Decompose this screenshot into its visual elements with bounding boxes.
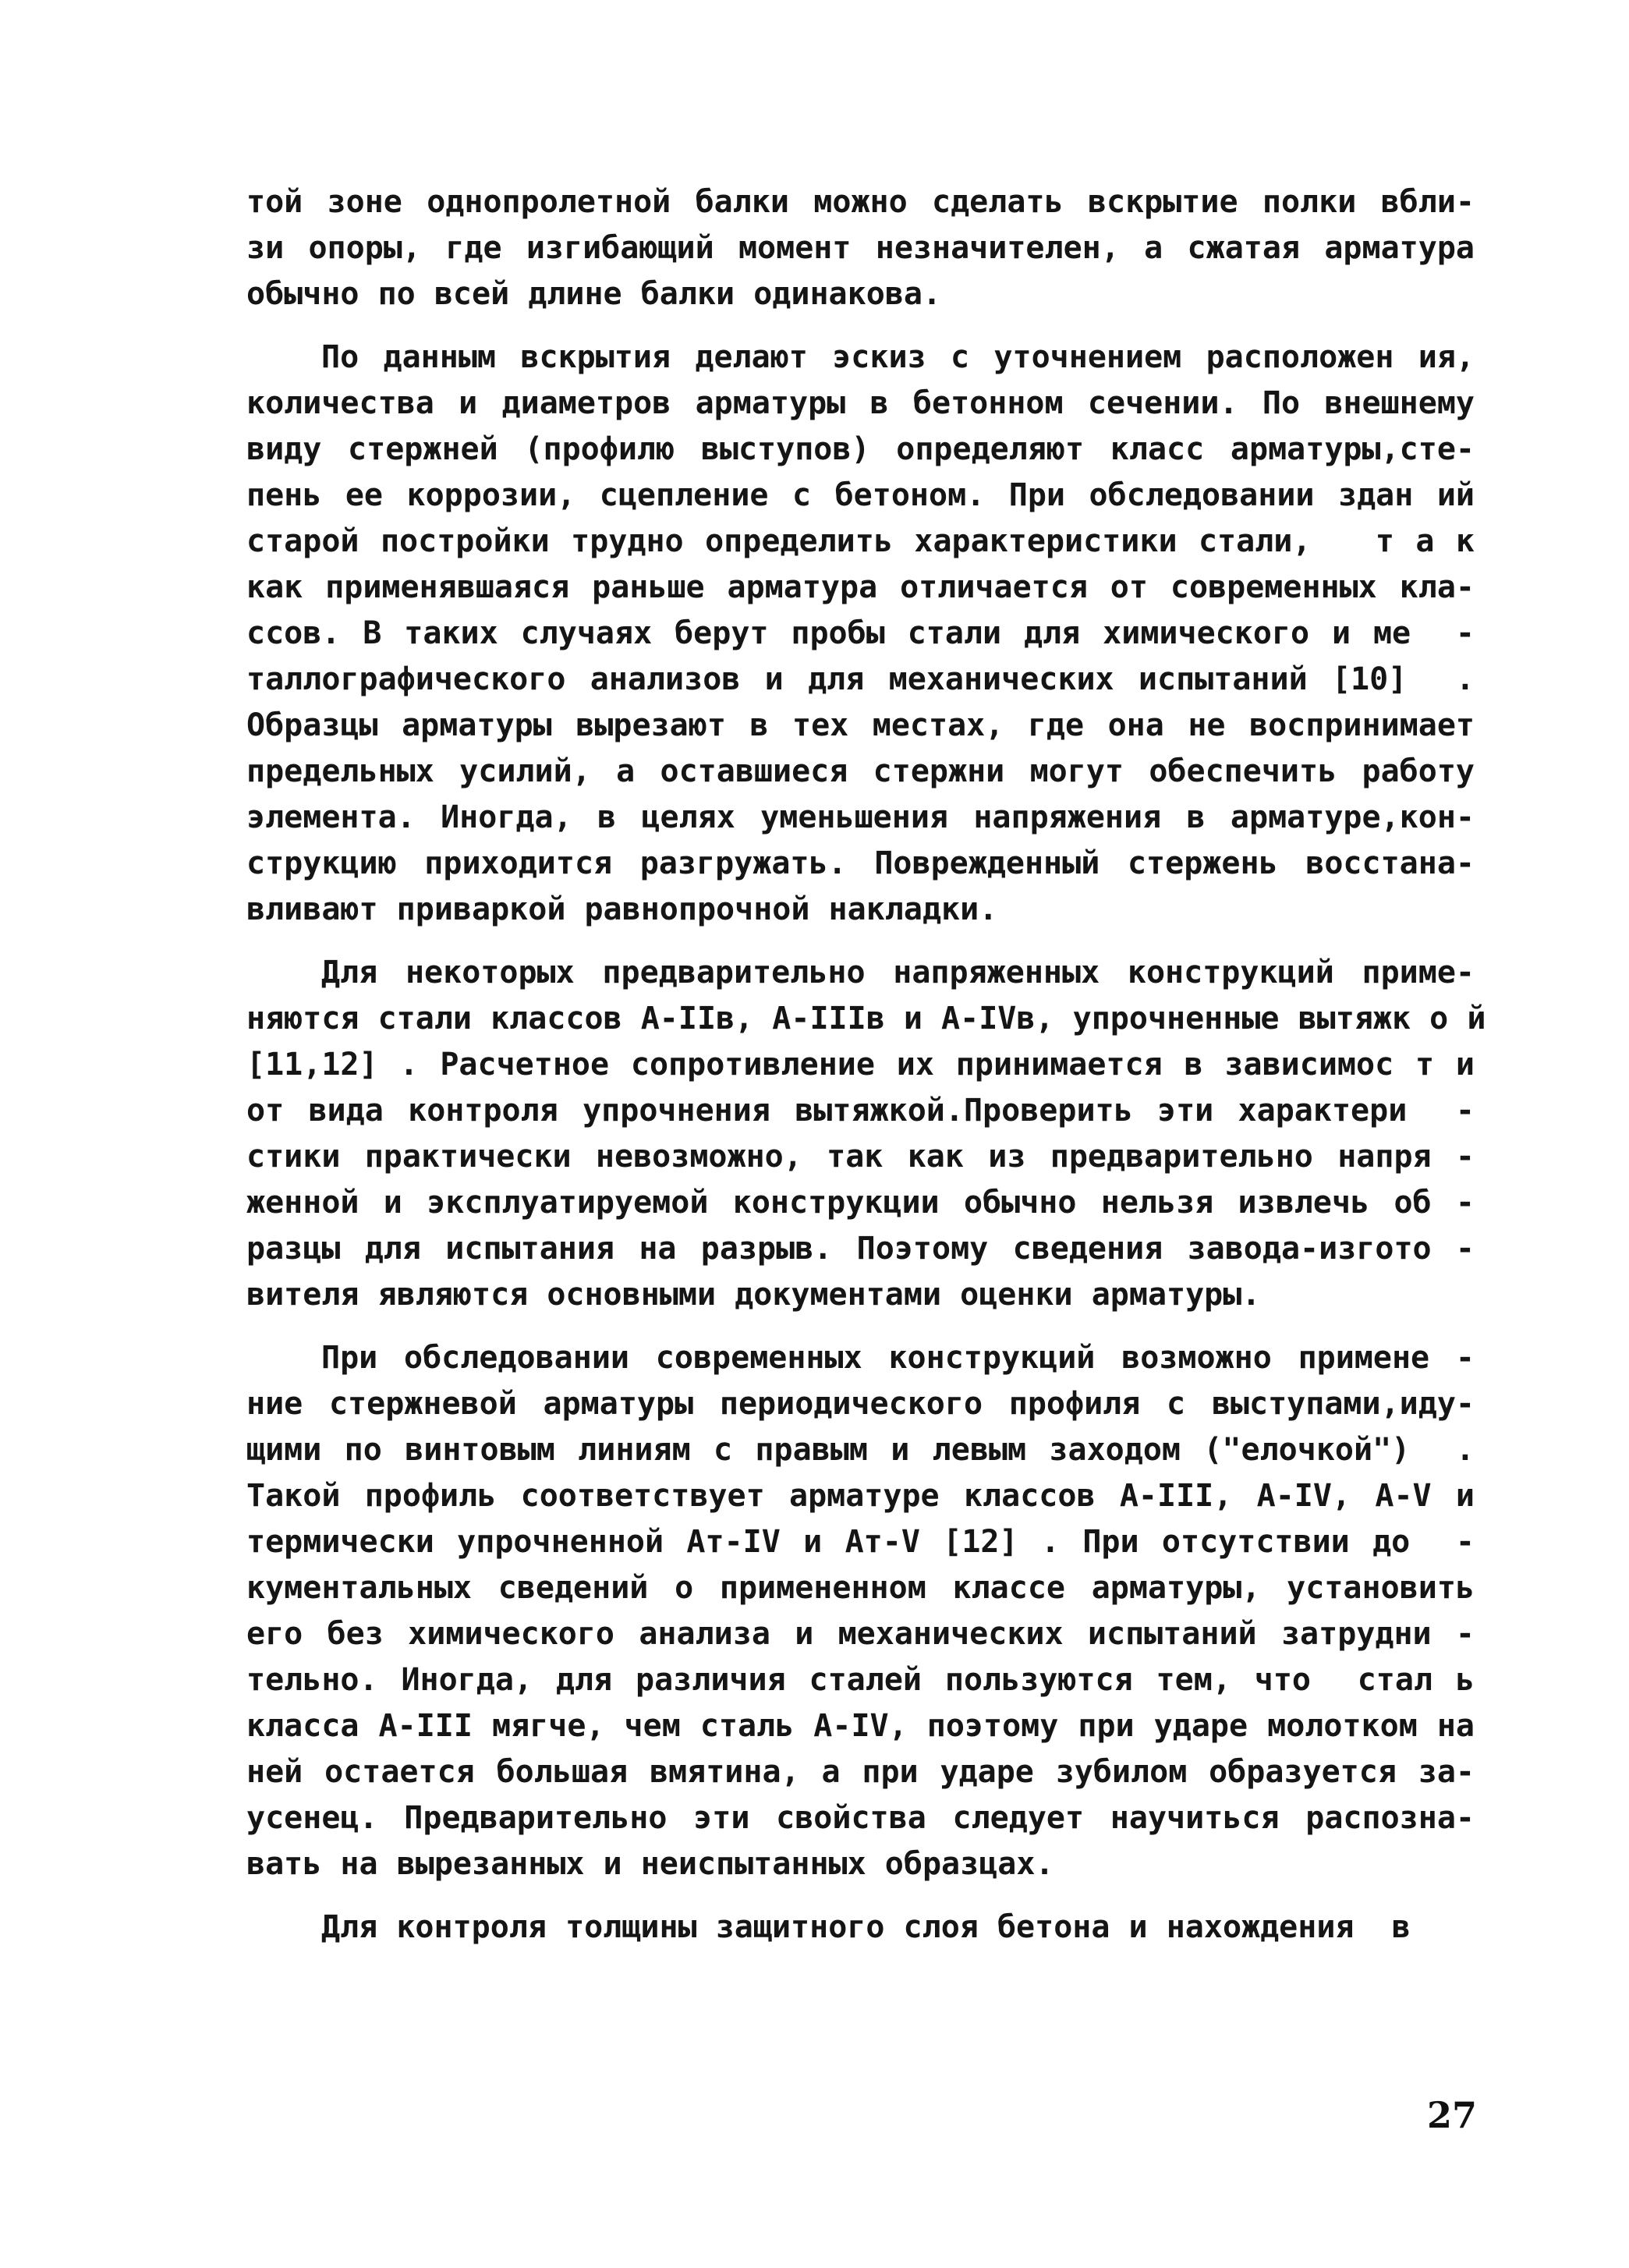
text-line: усенец. Предварительно эти свойства следует научиться распозна-	[246, 1800, 1475, 1836]
paragraph-2	[246, 335, 1475, 933]
text-line: няются стали классов А-IIв, А-IIIв и А-IVв, упрочненные вытяжк о й	[246, 1001, 1486, 1037]
text-line: Такой профиль соответствует арматуре классов А-III, А-IV, А-V и	[246, 1478, 1475, 1514]
text-line: зи опоры, где изгибающий момент незначителен, а сжатая арматура	[246, 230, 1475, 266]
text-line: Для контроля толщины защитного слоя бетона и нахождения в	[321, 1909, 1411, 1945]
paragraph-3	[246, 950, 1486, 1318]
text-line: вать на вырезанных и неиспытанных образцах.	[246, 1846, 1054, 1882]
paragraph-4	[246, 1335, 1475, 1887]
body-text	[246, 179, 1486, 1968]
text-line: элемента. Иногда, в целях уменьшения напряжения в арматуре,кон-	[246, 799, 1475, 835]
text-line: По данным вскрытия делают эскиз с уточнением расположен ия,	[321, 339, 1475, 375]
text-line: ней остается большая вмятина, а при ударе зубилом образуется за-	[246, 1754, 1475, 1790]
text-line: струкцию приходится разгружать. Поврежденный стержень восстана-	[246, 845, 1475, 881]
text-line: обычно по всей длине балки одинакова.	[246, 276, 942, 312]
text-line: как применявшаяся раньше арматура отличается от современных кла-	[246, 569, 1475, 605]
text-line: Для некоторых предварительно напряженных конструкций приме-	[321, 955, 1475, 990]
text-line: от вида контроля упрочнения вытяжкой.Проверить эти характери -	[246, 1093, 1475, 1129]
paragraph-1	[246, 179, 1475, 317]
text-line: ние стержневой арматуры периодического профиля с выступами,иду-	[246, 1386, 1475, 1422]
text-line: тельно. Иногда, для различия сталей пользуются тем, что стал ь	[246, 1662, 1475, 1698]
text-line: виду стержней (профилю выступов) определяют класс арматуры,сте-	[246, 431, 1475, 467]
text-line: вливают приваркой равнопрочной накладки.	[246, 891, 998, 927]
text-line: стики практически невозможно, так как из предварительно напря -	[246, 1139, 1475, 1175]
text-line: Образцы арматуры вырезают в тех местах, где она не воспринимает	[246, 707, 1475, 743]
text-line: пень ее коррозии, сцепление с бетоном. При обследовании здан ий	[246, 477, 1475, 513]
text-line: [11,12] . Расчетное сопротивление их принимается в зависимос т и	[246, 1047, 1475, 1083]
text-line: щими по винтовым линиям с правым и левым заходом ("елочкой") .	[246, 1432, 1475, 1468]
text-line: таллографического анализов и для механических испытаний [10] .	[246, 661, 1475, 697]
page-number: 27	[1427, 2094, 1478, 2136]
text-line: женной и эксплуатируемой конструкции обычно нельзя извлечь об -	[246, 1185, 1475, 1221]
text-line: разцы для испытания на разрыв. Поэтому сведения завода-изгото -	[246, 1231, 1475, 1267]
text-line: количества и диаметров арматуры в бетонном сечении. По внешнему	[246, 385, 1475, 421]
text-line: ссов. В таких случаях берут пробы стали для химического и ме -	[246, 615, 1475, 651]
text-line: его без химического анализа и механических испытаний затрудни -	[246, 1616, 1475, 1652]
text-line: старой постройки трудно определить характеристики стали, т а к	[246, 523, 1475, 559]
paragraph-5	[246, 1905, 1475, 1951]
text-line: класса А-III мягче, чем сталь А-IV, поэтому при ударе молотком на	[246, 1708, 1475, 1744]
text-line: предельных усилий, а оставшиеся стержни могут обеспечить работу	[246, 753, 1475, 789]
text-line: той зоне однопролетной балки можно сделать вскрытие полки вбли-	[246, 184, 1475, 220]
text-line: При обследовании современных конструкций возможно примене -	[321, 1340, 1475, 1376]
text-line: термически упрочненной Ат-IV и Ат-V [12] . При отсутствии до -	[246, 1524, 1475, 1560]
text-line: кументальных сведений о примененном классе арматуры, установить	[246, 1570, 1475, 1606]
text-line: вителя являются основными документами оценки арматуры.	[246, 1277, 1261, 1313]
